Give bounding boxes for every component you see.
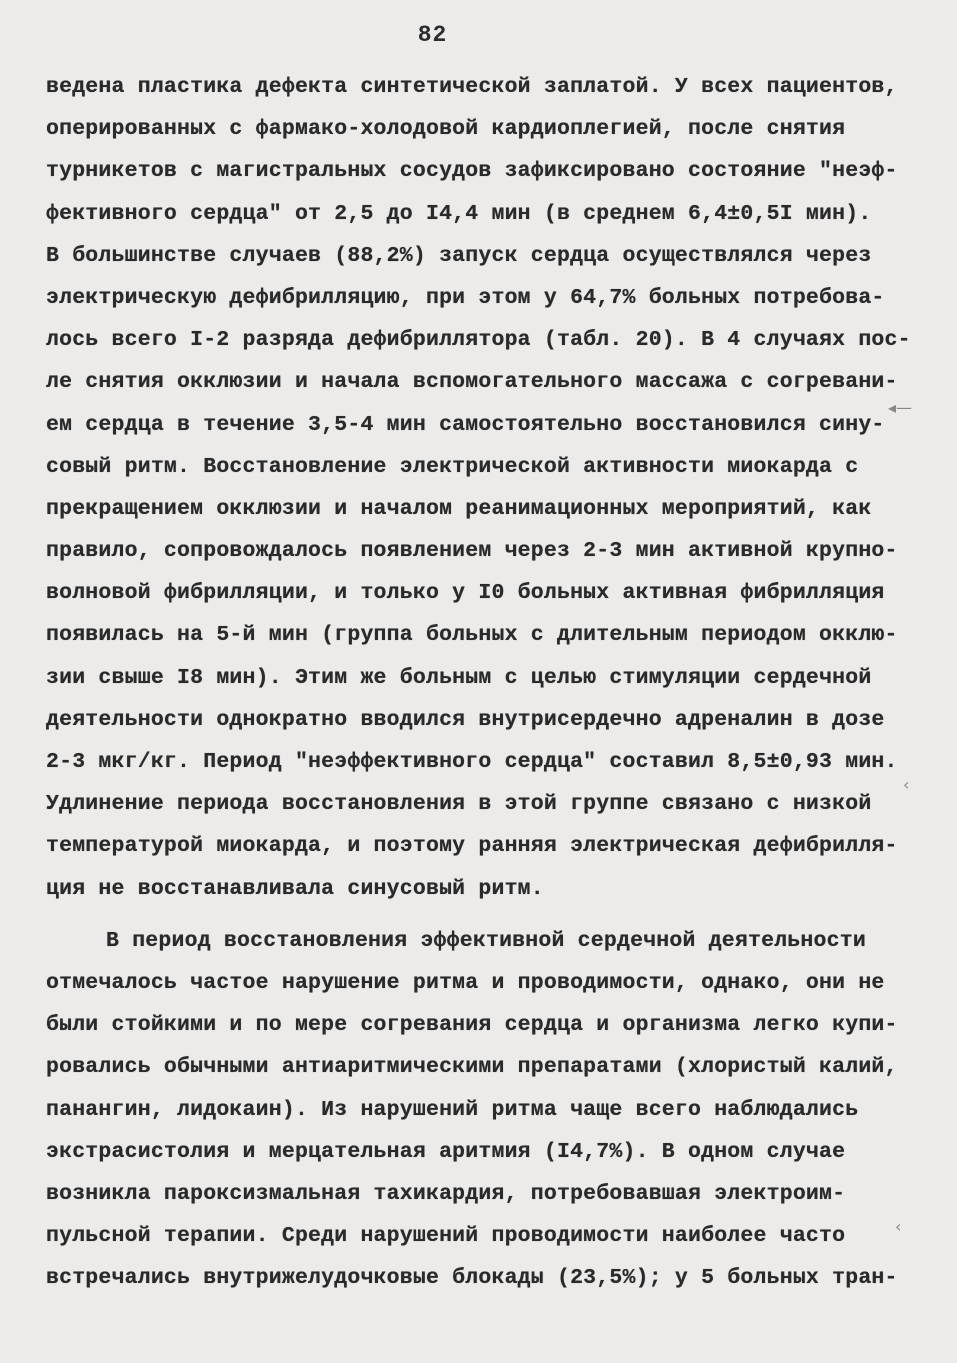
text-line: волновой фибрилляции, и только у I0 больных активная фибрилляция <box>46 581 885 606</box>
text-line: пульсной терапии. Среди нарушений проводимости наиболее часто <box>46 1224 846 1249</box>
text-line: В большинстве случаев (88,2%) запуск сердца осуществлялся через <box>46 243 872 268</box>
paragraph-2 <box>46 920 896 1300</box>
paragraph-gap <box>46 910 896 920</box>
text-line: экстрасистолия и мерцательная аритмия (I4,7%). В одном случае <box>46 1139 846 1164</box>
text-line: ле снятия окклюзии и начала вспомогательного массажа с согревани- <box>46 370 898 395</box>
text-line: зии свыше I8 мин). Этим же больным с целью стимуляции сердечной <box>46 665 872 690</box>
text-line: ведена пластика дефекта синтетической заплатой. У всех пациентов, <box>46 75 898 99</box>
text-line: прекращением окклюзии и началом реанимационных мероприятий, как <box>46 496 872 521</box>
text-line: возникла пароксизмальная тахикардия, потребовавшая электроим- <box>46 1181 846 1206</box>
text-line: совый ритм. Восстановление электрической активности миокарда с <box>46 454 859 479</box>
text-line: правило, сопровождалось появлением через 2-3 мин активной крупно- <box>46 539 898 564</box>
text-line: были стойкими и по мере согревания сердца и организма легко купи- <box>46 1013 898 1038</box>
page-number: 82 <box>417 22 448 48</box>
text-line: фективного сердца" от 2,5 до I4,4 мин (в среднем 6,4±0,5I мин). <box>46 201 872 226</box>
text-line: 2-3 мкг/кг. Период "неэффективного сердца" составил 8,5±0,93 мин. <box>46 750 898 774</box>
text-line: ем сердца в течение 3,5-4 мин самостоятельно восстановился сину- <box>46 412 885 437</box>
margin-mark: ‹ <box>895 1217 902 1236</box>
text-line: панангин, лидокаин). Из нарушений ритма чаще всего наблюдались <box>46 1097 859 1122</box>
text-line: В период восстановления эффективной сердечной деятельности <box>106 928 866 953</box>
body-text <box>46 66 911 1299</box>
text-line: деятельности однократно вводился внутрисердечно адреналин в дозе <box>46 707 885 732</box>
text-line: появилась на 5-й мин (группа больных с длительным периодом окклю- <box>46 623 898 648</box>
text-line: ровались обычными антиаритмическими препаратами (хлористый калий, <box>46 1055 898 1080</box>
text-line: оперированных с фармако-холодовой кардиоплегией, после снятия <box>46 117 846 142</box>
text-line: Удлинение периода восстановления в этой группе связано с низкой <box>46 792 872 817</box>
text-line: встречались внутрижелудочковые блокады (23,5%); у 5 больных тран- <box>46 1266 898 1291</box>
paragraph-1 <box>46 66 911 910</box>
text-line: электрическую дефибрилляцию, при этом у 64,7% больных потребова- <box>46 285 885 310</box>
text-line: отмечалось частое нарушение ритма и проводимости, однако, они не <box>46 970 885 995</box>
margin-mark: ◂— <box>888 398 913 417</box>
text-line: лось всего I-2 разряда дефибриллятора (табл. 20). В 4 случаях пос- <box>46 328 911 353</box>
text-line: турникетов с магистральных сосудов зафиксировано состояние "неэф- <box>46 159 898 184</box>
text-line: температурой миокарда, и поэтому ранняя электрическая дефибрилля- <box>46 834 898 859</box>
text-line: ция не восстанавливала синусовый ритм. <box>46 876 544 901</box>
margin-mark: ‹ <box>903 775 910 794</box>
